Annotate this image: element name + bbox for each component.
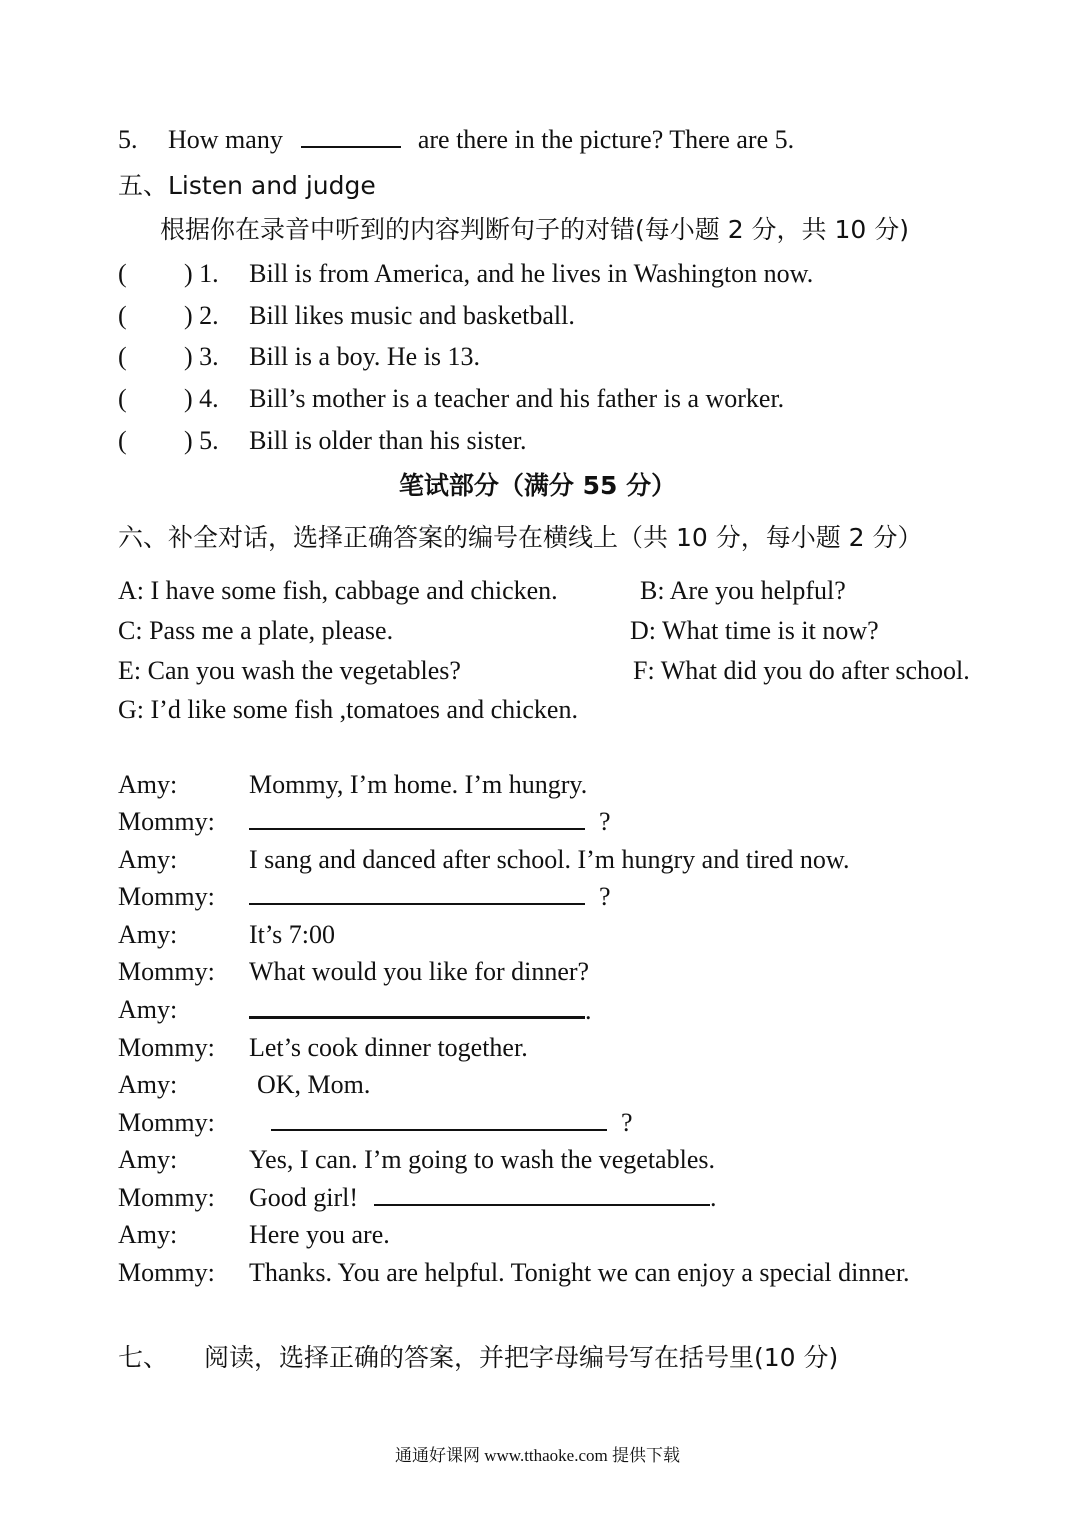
q5-answer-blank[interactable] bbox=[301, 124, 401, 148]
judge-text: Bill likes music and basketball. bbox=[249, 301, 575, 330]
speaker-mommy: Mommy: bbox=[118, 1258, 215, 1287]
answer-blank-3[interactable] bbox=[249, 994, 585, 1019]
option-g: G: I’d like some fish ,tomatoes and chicken. bbox=[118, 695, 578, 724]
judge-number: 3. bbox=[199, 342, 219, 371]
judge-item-3: ( ) 3. Bill is a boy. He is 13. bbox=[118, 342, 481, 371]
judge-paren-5[interactable]: ( bbox=[118, 426, 127, 455]
utterance: Good girl! bbox=[249, 1183, 359, 1212]
utterance: Thanks. You are helpful. Tonight we can enjoy a special dinner. bbox=[249, 1258, 910, 1287]
q5-after: are there in the picture? There are 5. bbox=[417, 125, 795, 154]
utterance: Let’s cook dinner together. bbox=[249, 1033, 528, 1062]
utterance: OK, Mom. bbox=[257, 1070, 371, 1099]
judge-number: 2. bbox=[199, 301, 219, 330]
judge-text: Bill’s mother is a teacher and his father is a worker. bbox=[249, 384, 785, 413]
judge-text: Bill is older than his sister. bbox=[249, 426, 527, 455]
speaker-mommy: Mommy: bbox=[118, 1108, 215, 1137]
judge-item-5: ( ) 5. Bill is older than his sister. bbox=[118, 426, 527, 455]
q5-number: 5. bbox=[118, 125, 138, 154]
judge-text: Bill is a boy. He is 13. bbox=[249, 342, 481, 371]
q5-before: How many bbox=[168, 125, 283, 154]
section7-number: 七、 bbox=[118, 1343, 169, 1372]
section7-title: 阅读，选择正确的答案，并把字母编号写在括号里(10 分) bbox=[204, 1343, 839, 1372]
judge-number: 4. bbox=[199, 384, 219, 413]
blank-end-mark: ? bbox=[599, 882, 611, 911]
option-a: A: I have some fish, cabbage and chicken. bbox=[118, 576, 558, 605]
blank-end-mark: . bbox=[585, 996, 592, 1025]
answer-blank-5[interactable] bbox=[374, 1182, 710, 1206]
judge-paren-1[interactable]: ( bbox=[118, 259, 127, 288]
option-d: D: What time is it now? bbox=[630, 616, 879, 645]
speaker-mommy: Mommy: bbox=[118, 807, 215, 836]
answer-blank-2[interactable] bbox=[249, 881, 585, 905]
speaker-mommy: Mommy: bbox=[118, 882, 215, 911]
speaker-amy: Amy: bbox=[118, 770, 178, 799]
utterance: Here you are. bbox=[249, 1220, 390, 1249]
section6-title: 六、补全对话，选择正确答案的编号在横线上（共 10 分，每小题 2 分） bbox=[118, 523, 923, 552]
section5-instruction: 根据你在录音中听到的内容判断句子的对错(每小题 2 分，共 10 分) bbox=[160, 215, 910, 244]
page-footer: 通通好课网 www.tthaoke.com 提供下载 bbox=[394, 1446, 681, 1465]
blank-end-mark: . bbox=[710, 1183, 717, 1212]
speaker-mommy: Mommy: bbox=[118, 1183, 215, 1212]
written-part-header: 笔试部分（满分 55 分） bbox=[398, 471, 677, 500]
utterance: What would you like for dinner? bbox=[249, 957, 590, 986]
speaker-mommy: Mommy: bbox=[118, 1033, 215, 1062]
speaker-amy: Amy: bbox=[118, 1070, 178, 1099]
answer-blank-1[interactable] bbox=[249, 806, 585, 830]
utterance: Yes, I can. I’m going to wash the vegetables. bbox=[249, 1145, 715, 1174]
speaker-mommy: Mommy: bbox=[118, 957, 215, 986]
judge-paren-4[interactable]: ( bbox=[118, 384, 127, 413]
speaker-amy: Amy: bbox=[118, 1145, 178, 1174]
judge-paren-2[interactable]: ( bbox=[118, 301, 127, 330]
judge-item-2: ( ) 2. Bill likes music and basketball. bbox=[118, 301, 575, 330]
option-c: C: Pass me a plate, please. bbox=[118, 616, 394, 645]
option-b: B: Are you helpful? bbox=[640, 576, 846, 605]
judge-item-4: ( ) 4. Bill’s mother is a teacher and his father is a worker. bbox=[118, 384, 785, 413]
utterance: Mommy, I’m home. I’m hungry. bbox=[249, 770, 588, 799]
judge-paren-3[interactable]: ( bbox=[118, 342, 127, 371]
speaker-amy: Amy: bbox=[118, 995, 178, 1024]
utterance: It’s 7:00 bbox=[249, 920, 335, 949]
speaker-amy: Amy: bbox=[118, 1220, 178, 1249]
utterance: I sang and danced after school. I’m hungry and tired now. bbox=[249, 845, 850, 874]
option-f: F: What did you do after school. bbox=[633, 656, 970, 685]
blank-end-mark: ? bbox=[599, 807, 611, 836]
judge-number: 5. bbox=[199, 426, 219, 455]
judge-item-1: ( ) 1. Bill is from America, and he lives in Washington now. bbox=[118, 259, 814, 288]
q5-line bbox=[118, 124, 794, 156]
answer-blank-4[interactable] bbox=[271, 1107, 607, 1131]
blank-end-mark: ? bbox=[621, 1108, 633, 1137]
judge-text: Bill is from America, and he lives in Washington now. bbox=[249, 259, 814, 288]
section5-title: 五、Listen and judge bbox=[118, 171, 376, 200]
section7-heading bbox=[118, 1342, 838, 1374]
speaker-amy: Amy: bbox=[118, 845, 178, 874]
option-e: E: Can you wash the vegetables? bbox=[118, 656, 461, 685]
judge-number: 1. bbox=[199, 259, 219, 288]
speaker-amy: Amy: bbox=[118, 920, 178, 949]
